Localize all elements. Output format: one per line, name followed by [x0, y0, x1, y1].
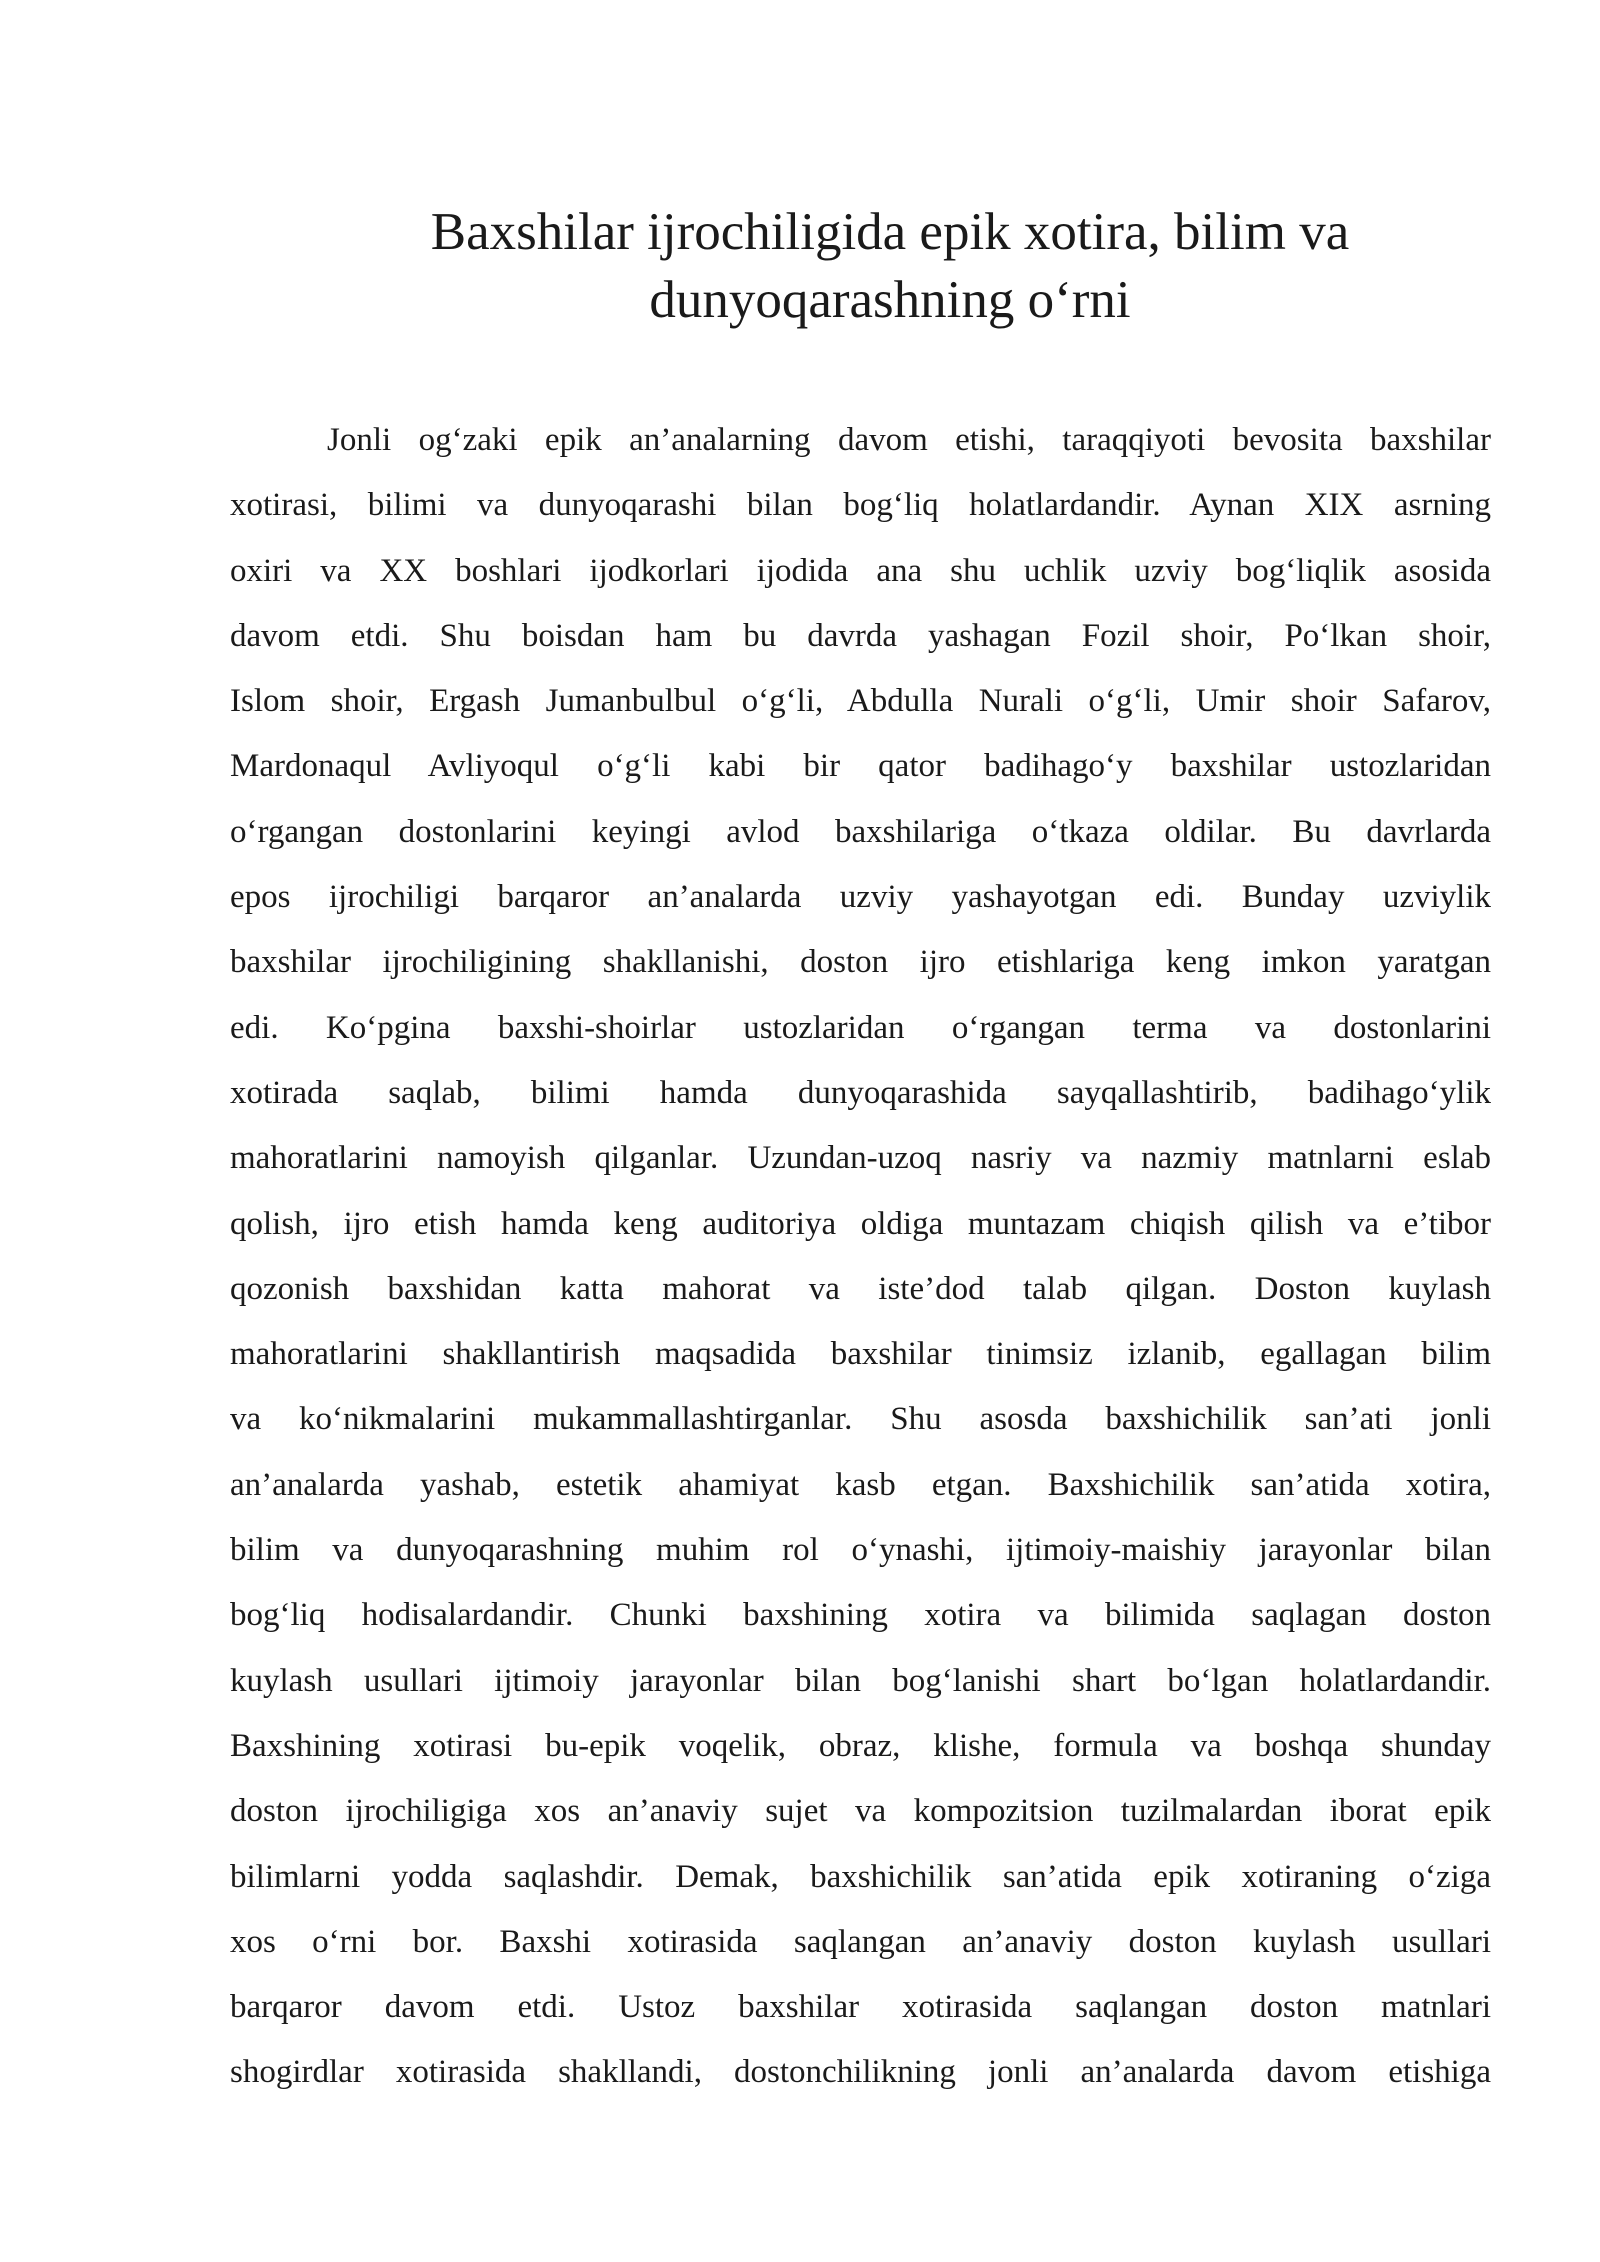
text-line: Mardonaqul Avliyoqul o‘g‘li kabi bir qator badihago‘y baxshilar ustozlaridan [230, 748, 1491, 785]
text-line: xotirada saqlab, bilimi hamda dunyoqarashida sayqallashtirib, badihago‘ylik [230, 1074, 1491, 1111]
text-line: o‘rgangan dostonlarini keyingi avlod baxshilariga o‘tkaza oldilar. Bu davrlarda [230, 813, 1491, 850]
text-line: bilimlarni yodda saqlashdir. Demak, baxshichilik san’atida epik xotiraning o‘ziga [230, 1858, 1491, 1895]
text-line: bilim va dunyoqarashning muhim rol o‘ynashi, ijtimoiy-maishiy jarayonlar bilan [230, 1532, 1491, 1569]
text-line: doston ijrochiligiga xos an’anaviy sujet va kompozitsion tuzilmalardan iborat epik [230, 1793, 1491, 1830]
text-line: xos o‘rni bor. Baxshi xotirasida saqlangan an’anaviy doston kuylash usullari [230, 1923, 1491, 1960]
text-line: kuylash usullari ijtimoiy jarayonlar bilan bog‘lanishi shart bo‘lgan holatlardandir. [230, 1662, 1491, 1699]
title-line: Baxshilar ijrochiligida epik xotira, bilim va [430, 203, 1350, 261]
text-line: qolish, ijro etish hamda keng auditoriya oldiga muntazam chiqish qilish va e’tibor [230, 1205, 1491, 1242]
text-line: barqaror davom etdi. Ustoz baxshilar xotirasida saqlangan doston matnlari [230, 1989, 1491, 2026]
text-line: Islom shoir, Ergash Jumanbulbul o‘g‘li, Abdulla Nurali o‘g‘li, Umir shoir Safarov, [230, 683, 1491, 720]
text-line: mahoratlarini shakllantirish maqsadida baxshilar tinimsiz izlanib, egallagan bilim [230, 1336, 1491, 1373]
body-paragraph [230, 408, 1491, 2106]
text-line: Jonli og‘zaki epik an’analarning davom etishi, taraqqiyoti bevosita baxshilar [327, 422, 1491, 458]
text-line: xotirasi, bilimi va dunyoqarashi bilan bog‘liq holatlardandir. Aynan XIX asrning [230, 487, 1491, 524]
text-line: oxiri va XX boshlari ijodkorlari ijodida ana shu uchlik uzviy bog‘liqlik asosida [230, 552, 1491, 589]
text-line: qozonish baxshidan katta mahorat va iste’dod talab qilgan. Doston kuylash [230, 1270, 1491, 1307]
text-line: va ko‘nikmalarini mukammallashtirganlar. Shu asosda baxshichilik san’ati jonli [230, 1401, 1491, 1438]
title-line: dunyoqarashning o‘rni [649, 271, 1131, 329]
text-line: baxshilar ijrochiligining shakllanishi, doston ijro etishlariga keng imkon yaratgan [230, 944, 1491, 981]
text-line: epos ijrochiligi barqaror an’analarda uzviy yashayotgan edi. Bunday uzviylik [230, 879, 1491, 916]
text-line: Baxshining xotirasi bu-epik voqelik, obraz, klishe, formula va boshqa shunday [230, 1727, 1491, 1764]
text-line: shogirdlar xotirasida shakllandi, dostonchilikning jonli an’analarda davom etishiga [230, 2054, 1491, 2091]
text-line: edi. Ko‘pgina baxshi-shoirlar ustozlaridan o‘rgangan terma va dostonlarini [230, 1009, 1491, 1046]
text-line: bog‘liq hodisalardandir. Chunki baxshining xotira va bilimida saqlagan doston [230, 1597, 1491, 1634]
text-line: davom etdi. Shu boisdan ham bu davrda yashagan Fozil shoir, Po‘lkan shoir, [230, 617, 1491, 654]
text-line: an’analarda yashab, estetik ahamiyat kasb etgan. Baxshichilik san’atida xotira, [230, 1466, 1491, 1503]
document-title [340, 198, 1440, 334]
text-line: mahoratlarini namoyish qilganlar. Uzundan-uzoq nasriy va nazmiy matnlarni eslab [230, 1140, 1491, 1177]
